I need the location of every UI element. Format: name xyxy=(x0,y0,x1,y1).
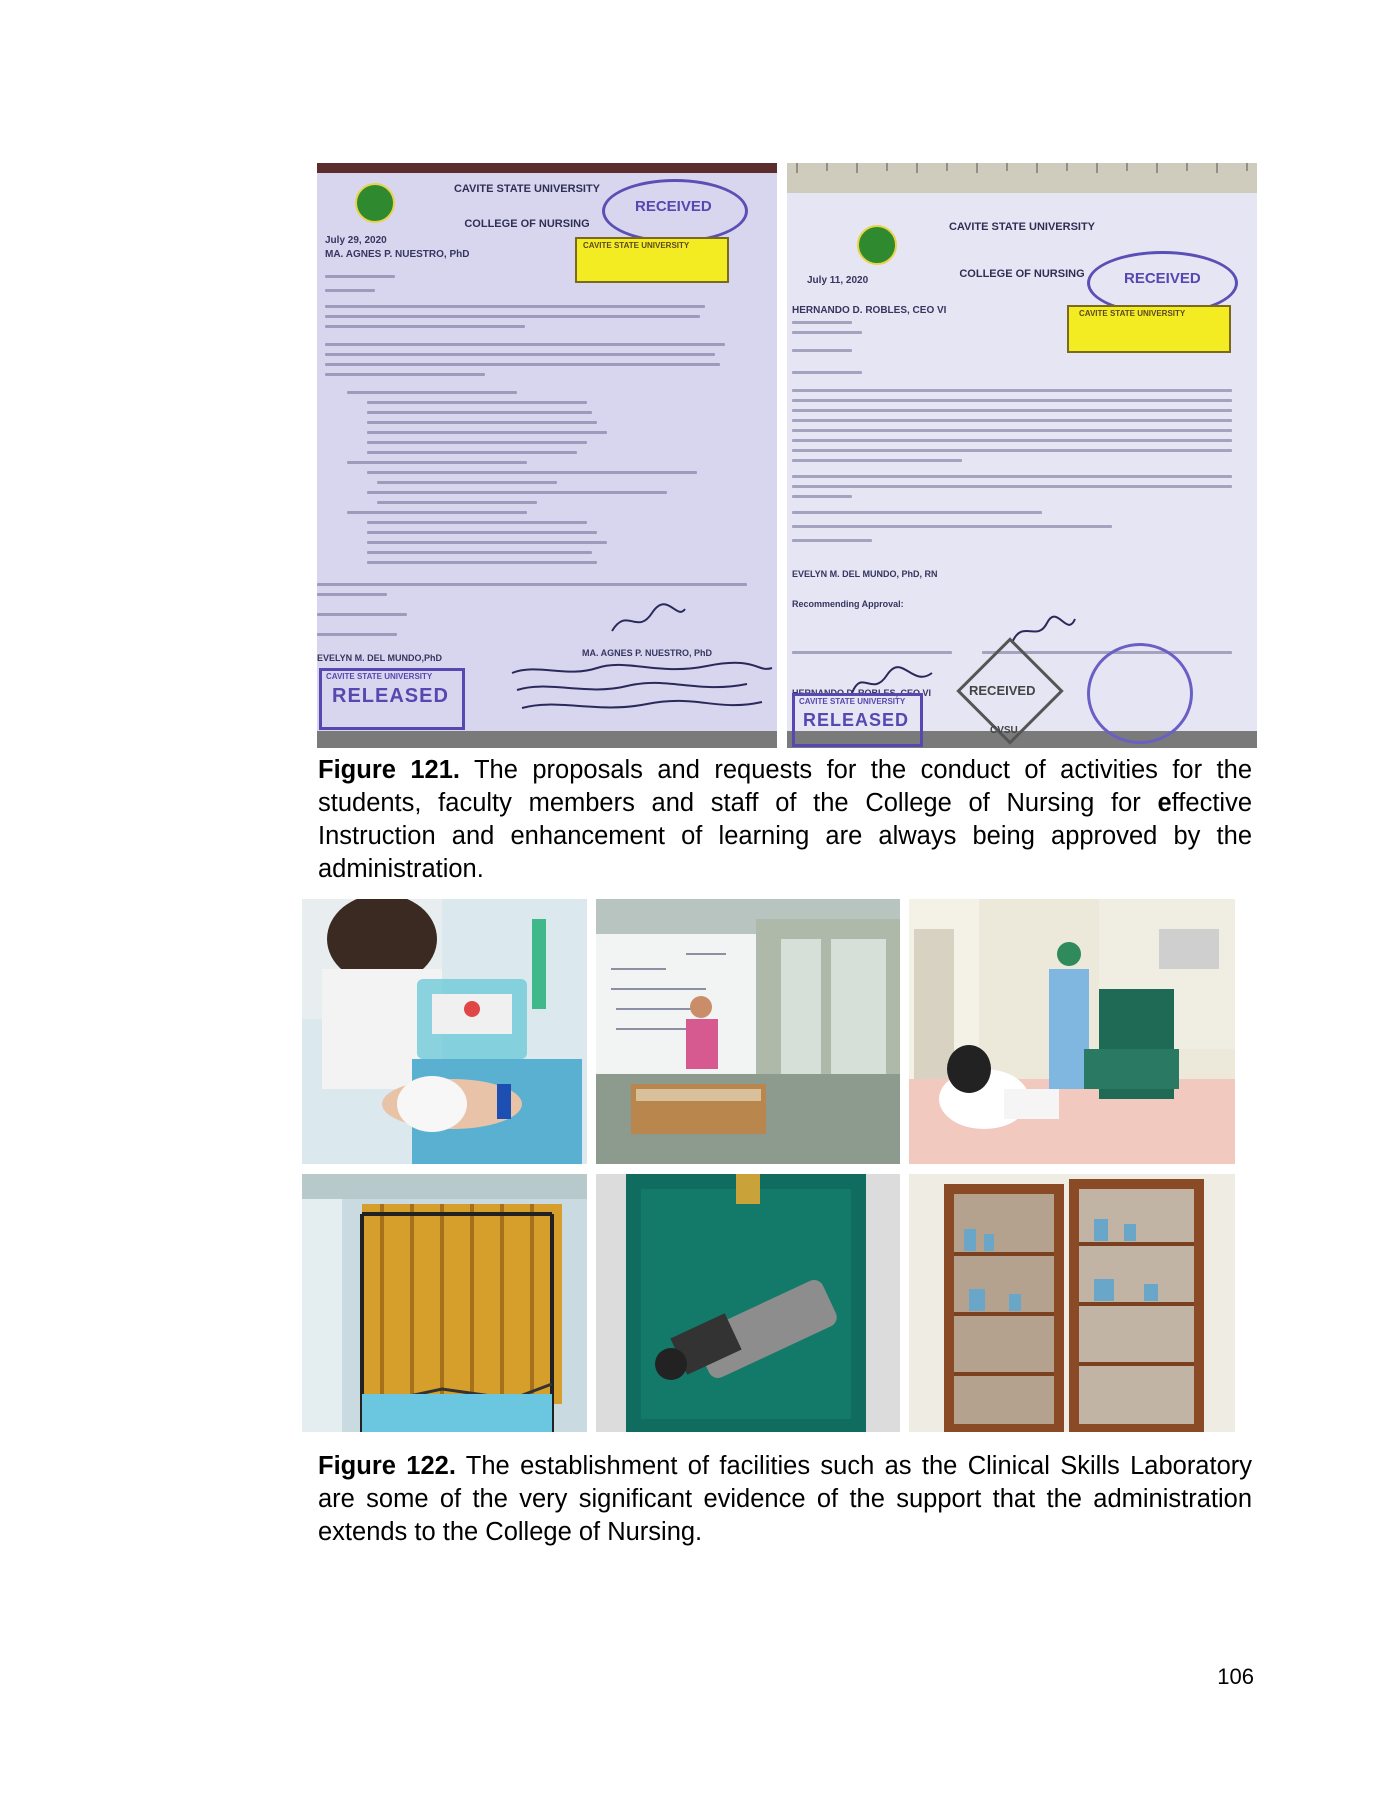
letter-addressee: MA. AGNES P. NUESTRO, PhD xyxy=(325,249,470,260)
figure-122-photo-scrub-demo xyxy=(909,899,1235,1164)
letter-signatory: EVELYN M. DEL MUNDO, PhD, RN xyxy=(792,569,938,579)
letter-heading-college: COLLEGE OF NURSING xyxy=(959,268,1085,280)
letter-approver: MA. AGNES P. NUESTRO, PhD xyxy=(582,648,713,658)
figure-121-left-letter-photo xyxy=(317,163,777,748)
routing-stamp: CAVITE STATE UNIVERSITY xyxy=(575,237,729,283)
figure-121-label: Figure 121. xyxy=(318,756,460,784)
signature-icon xyxy=(607,601,687,641)
university-logo-icon xyxy=(857,225,897,265)
letter-heading-college: COLLEGE OF NURSING xyxy=(464,218,590,230)
routing-stamp: CAVITE STATE UNIVERSITY xyxy=(1067,305,1231,353)
letter-heading-university: CAVITE STATE UNIVERSITY xyxy=(453,183,601,195)
recommending-approval-label: Recommending Approval: xyxy=(792,599,904,609)
round-received-stamp xyxy=(1087,643,1193,744)
figure-122-caption: Figure 122. The establishment of facilities such as the Clinical Skills Laboratory are some of the very significant evidence of the support that the administration extends to the College of Nursing. xyxy=(318,1452,1253,1546)
letter-signatory: EVELYN M. DEL MUNDO,PhD xyxy=(317,653,443,663)
handwritten-note xyxy=(507,658,777,728)
received-stamp: RECEIVED xyxy=(1087,251,1238,315)
received-stamp: RECEIVED xyxy=(602,179,748,243)
released-stamp: CAVITE STATE UNIVERSITY RELEASED xyxy=(792,693,923,747)
letter-approver: HERNANDO D. ROBLES, CEO VI xyxy=(792,688,932,698)
university-logo-icon xyxy=(355,183,395,223)
figure-122-label: Figure 122. xyxy=(318,1452,456,1480)
figure-122-photo-supply-cabinets xyxy=(909,1174,1235,1432)
released-stamp: CAVITE STATE UNIVERSITY RELEASED xyxy=(319,668,465,730)
letter-addressee: HERNANDO D. ROBLES, CEO VI xyxy=(792,305,947,316)
figure-122-photo-otoscope-kit xyxy=(596,1174,900,1432)
figure-121-caption: Figure 121. The proposals and requests for the conduct of activities for the students, faculty members and staff of the College of Nursing for effective Instruction and enhancement of learning are always being approved by the administration. xyxy=(318,756,1252,883)
figure-122-photo-traction-bed xyxy=(302,1174,587,1432)
letter-heading-university: CAVITE STATE UNIVERSITY xyxy=(948,221,1096,233)
letter-date: July 11, 2020 xyxy=(807,275,869,286)
letter-date: July 29, 2020 xyxy=(325,235,387,246)
figure-122-photo-lecture-room xyxy=(596,899,900,1164)
page-number: 106 xyxy=(1217,1664,1254,1689)
figure-122-photo-iv-practice xyxy=(302,899,587,1164)
figure-121-right-letter-photo: CAVITE STATE UNIVERSITY COLLEGE OF NURSING RECEIVED CAVITE STATE UNIVERSITY July 11, 2020 HERNANDO D. ROBLES, CEO VI EVELYN M. DEL MUNDO, PhD, RN Recommending Approval: HERNANDO D. ROBLES, CEO VI CAVITE STATE UNIVERSITY RELEASED RECEIVED CVSU xyxy=(787,163,1257,748)
